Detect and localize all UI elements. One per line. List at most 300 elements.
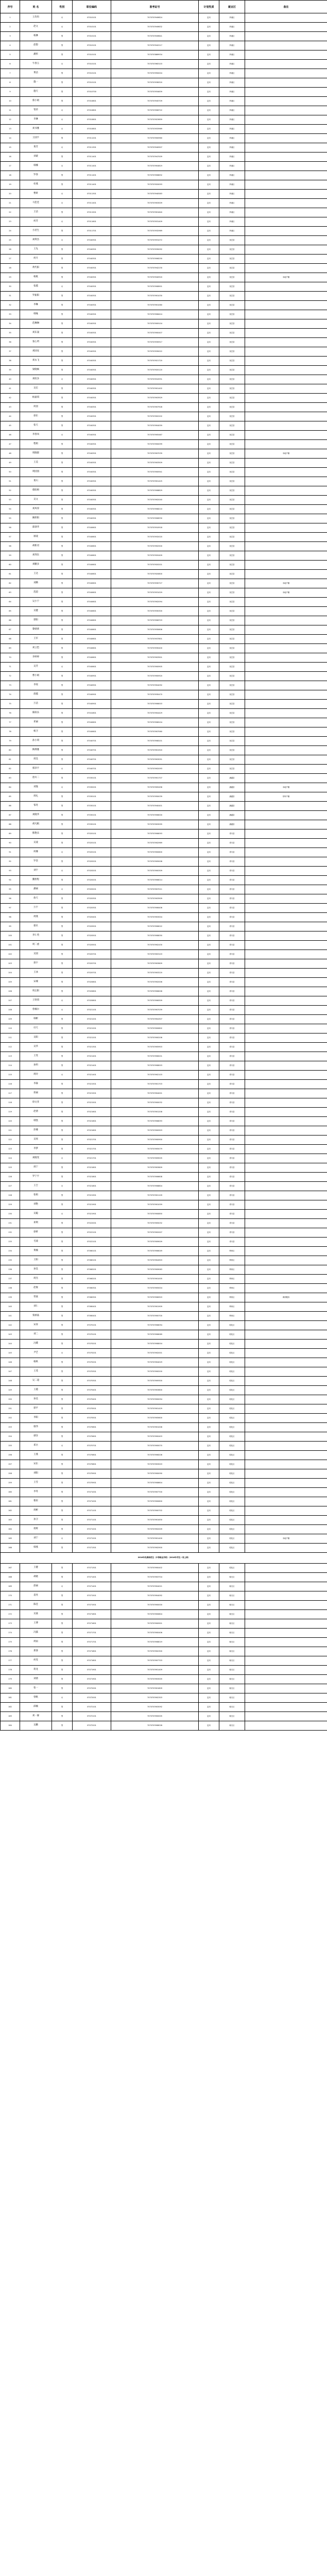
cell-post-code: 07040601 [73, 607, 111, 616]
cell-index: 1 [1, 13, 20, 23]
cell-exam-number: 7070703950004 [111, 69, 199, 78]
cell-index: 83 [1, 774, 20, 783]
cell-name: 韩燕 [20, 1544, 52, 1553]
cell-district: 朝天区 [219, 1656, 245, 1666]
table-row [1, 885, 327, 894]
cell-gender: 男 [52, 1321, 73, 1330]
cell-post-code: 07010700 [73, 88, 111, 97]
cell-district: 祝芷县 [219, 264, 245, 273]
table-row [1, 32, 327, 41]
cell-exam-number: 7070703902093 [111, 765, 199, 774]
cell-note [245, 1582, 327, 1591]
cell-index: 134 [1, 1247, 20, 1256]
cell-post-code: 07011401 [73, 199, 111, 208]
cell-index: 131 [1, 1219, 20, 1228]
cell-note [245, 765, 327, 774]
cell-district: 青川县 [219, 1071, 245, 1080]
cell-gender: 女 [52, 1210, 73, 1219]
table-row [1, 1629, 327, 1638]
cell-plan-type: 定向 [199, 227, 219, 236]
table-row [1, 1367, 327, 1377]
cell-gender: 男 [52, 1015, 73, 1024]
cell-exam-number: 7070703908094 [111, 1321, 199, 1330]
cell-exam-number: 7070703903005 [111, 1675, 199, 1684]
cell-name: 蒋丽 [20, 1089, 52, 1098]
cell-gender: 男 [52, 1117, 73, 1126]
cell-plan-type: 定向 [199, 162, 219, 171]
cell-name: 刘鹏多 [20, 561, 52, 570]
cell-index: 87 [1, 811, 20, 820]
cell-plan-type: 定向 [199, 1573, 219, 1582]
cell-plan-type: 定向 [199, 1145, 219, 1154]
cell-name: 冯碟 [20, 1340, 52, 1349]
table-row [1, 1414, 327, 1423]
cell-note [245, 635, 327, 644]
table-body [1, 13, 327, 1731]
cell-plan-type: 定向 [199, 1033, 219, 1043]
cell-name: 王达 [20, 570, 52, 579]
cell-exam-number: 7070703902500 [111, 542, 199, 551]
cell-gender: 男 [52, 607, 73, 616]
table-row [1, 199, 327, 208]
cell-gender: 男 [52, 922, 73, 931]
cell-index: 157 [1, 1460, 20, 1469]
table-row [1, 97, 327, 106]
cell-note [245, 1024, 327, 1033]
cell-district: 祝芷县 [219, 421, 245, 431]
cell-post-code: 07071701 [73, 1638, 111, 1647]
cell-index: 176 [1, 1647, 20, 1656]
cell-index: 5 [1, 50, 20, 60]
cell-gender: 男 [52, 1451, 73, 1460]
cell-name: 王燕 [20, 1451, 52, 1460]
cell-index: 102 [1, 950, 20, 959]
cell-exam-number: 7070703904092 [111, 681, 199, 690]
cell-district: 青川县 [219, 829, 245, 839]
cell-post-code: 07040601 [73, 644, 111, 653]
table-row [1, 737, 327, 746]
cell-note [245, 1367, 327, 1377]
cell-district: 青川县 [219, 1191, 245, 1200]
cell-district: 祝芷县 [219, 672, 245, 681]
cell-plan-type: 定向 [199, 1191, 219, 1200]
cell-district: 祝芷县 [219, 700, 245, 709]
cell-district: 利州区 [219, 1312, 245, 1321]
cell-plan-type: 定向 [199, 737, 219, 746]
cell-index: 136 [1, 1265, 20, 1275]
cell-note [245, 1173, 327, 1182]
cell-name: 邓丽 [20, 718, 52, 727]
cell-plan-type: 定向 [199, 375, 219, 384]
cell-note [245, 421, 327, 431]
cell-index: 179 [1, 1675, 20, 1684]
cell-index: 101 [1, 941, 20, 950]
cell-post-code: 07020101 [73, 848, 111, 857]
cell-note [245, 199, 327, 208]
cell-index: 171 [1, 1601, 20, 1610]
cell-name: 郭平 [20, 1404, 52, 1414]
cell-exam-number: 7070703905032 [111, 1219, 199, 1228]
cell-note [245, 1619, 327, 1629]
cell-exam-number: 7070703906930 [111, 514, 199, 523]
cell-post-code: 07020801 [73, 978, 111, 987]
cell-note [245, 913, 327, 922]
cell-district: 祝芷县 [219, 301, 245, 310]
cell-plan-type: 定向 [199, 1228, 219, 1238]
cell-district: 祝芷县 [219, 319, 245, 329]
cell-index: 161 [1, 1497, 20, 1506]
cell-name: 吴宏 [20, 384, 52, 394]
cell-district: 祝芷县 [219, 625, 245, 635]
cell-plan-type: 定向 [199, 1006, 219, 1015]
table-row [1, 1423, 327, 1432]
cell-post-code: 07040301 [73, 255, 111, 264]
cell-index: 123 [1, 1145, 20, 1154]
cell-exam-number: 7070703908804 [111, 1182, 199, 1191]
cell-plan-type: 定向 [199, 301, 219, 310]
cell-note [245, 78, 327, 88]
cell-post-code: 07030201 [73, 783, 111, 792]
cell-post-code: 07011701 [73, 227, 111, 236]
cell-post-code: 07070901 [73, 1469, 111, 1479]
cell-index: 15 [1, 143, 20, 152]
cell-index: 38 [1, 357, 20, 366]
cell-post-code: 07010801 [73, 115, 111, 125]
cell-index: 181 [1, 1693, 20, 1703]
cell-name: 吴瑶 [20, 1136, 52, 1145]
cell-note [245, 625, 327, 635]
cell-index: 106 [1, 987, 20, 996]
cell-exam-number: 7070703906608 [111, 1173, 199, 1182]
cell-index: 10 [1, 97, 20, 106]
cell-district: 昭化区 [219, 1423, 245, 1432]
cell-gender: 男 [52, 523, 73, 533]
cell-plan-type: 定向 [199, 1256, 219, 1265]
cell-name: 周园园 [20, 468, 52, 477]
cell-district: 祝芷县 [219, 765, 245, 774]
cell-name: 张娟 [20, 1191, 52, 1200]
table-row [1, 41, 327, 50]
cell-exam-number: 7070703902006 [111, 978, 199, 987]
cell-index: 173 [1, 1619, 20, 1629]
table-row [1, 1534, 327, 1544]
cell-index: 42 [1, 394, 20, 403]
cell-district: 青川县 [219, 1219, 245, 1228]
cell-post-code: 07020701 [73, 969, 111, 978]
cell-post-code: 07071901 [73, 1666, 111, 1675]
cell-gender: 男 [52, 486, 73, 496]
cell-name: 郭泽宇 [20, 765, 52, 774]
cell-exam-number: 7070703933969 [111, 125, 199, 134]
cell-note [245, 1432, 327, 1442]
cell-post-code: 07041601 [73, 709, 111, 718]
cell-plan-type: 定向 [199, 969, 219, 978]
cell-gender: 男 [52, 950, 73, 959]
cell-index: 66 [1, 616, 20, 625]
cell-note [245, 1126, 327, 1136]
cell-gender: 男 [52, 1052, 73, 1061]
cell-district: 祝芷县 [219, 533, 245, 542]
cell-district: 昭化区 [219, 1340, 245, 1349]
cell-gender: 男 [52, 1432, 73, 1442]
cell-district: 芗溪区 [219, 180, 245, 190]
table-row [1, 1330, 327, 1340]
cell-post-code: 07071201 [73, 1534, 111, 1544]
cell-exam-number: 7070703908019 [111, 1638, 199, 1647]
cell-name: 刘绍多 [20, 375, 52, 384]
cell-name: 孙美 [20, 1395, 52, 1404]
cell-post-code: 07040301 [73, 468, 111, 477]
cell-plan-type: 定向 [199, 421, 219, 431]
cell-exam-number: 7070703906003 [111, 700, 199, 709]
cell-district: 祝芷县 [219, 236, 245, 245]
cell-note [245, 1043, 327, 1052]
cell-exam-number: 7070703900403 [111, 1432, 199, 1442]
table-row [1, 681, 327, 690]
cell-post-code: 07040601 [73, 570, 111, 579]
cell-gender: 女 [52, 375, 73, 384]
cell-gender: 男 [52, 718, 73, 727]
cell-district: 祝芷县 [219, 384, 245, 394]
cell-gender: 男 [52, 1460, 73, 1469]
cell-plan-type: 定向 [199, 125, 219, 134]
cell-note: 常库户籍 [245, 792, 327, 802]
cell-plan-type: 定向 [199, 561, 219, 570]
cell-district: 昭化区 [219, 1442, 245, 1451]
cell-index: 27 [1, 255, 20, 264]
cell-note [245, 338, 327, 347]
cell-plan-type: 定向 [199, 1238, 219, 1247]
col-header-district: 就业区 [219, 1, 245, 13]
cell-exam-number: 7070703900802 [111, 1024, 199, 1033]
cell-gender: 男 [52, 468, 73, 477]
cell-gender: 女 [52, 23, 73, 32]
cell-post-code: 07020501 [73, 941, 111, 950]
cell-post-code: 07071801 [73, 1656, 111, 1666]
cell-name: 刘国安 [20, 347, 52, 357]
cell-note [245, 1006, 327, 1015]
cell-exam-number: 7070703903095 [111, 820, 199, 829]
cell-exam-number: 7070703906309 [111, 996, 199, 1006]
cell-gender: 男 [52, 625, 73, 635]
cell-name: 杨秋 [20, 1358, 52, 1367]
cell-gender: 男 [52, 1256, 73, 1265]
cell-post-code: 07040301 [73, 301, 111, 310]
cell-exam-number: 7070703905496 [111, 783, 199, 792]
cell-gender: 男 [52, 1516, 73, 1525]
cell-name: 张丽晶 [20, 1312, 52, 1321]
cell-plan-type: 定向 [199, 783, 219, 792]
cell-gender: 男 [52, 857, 73, 867]
cell-plan-type: 定向 [199, 459, 219, 468]
table-row [1, 357, 327, 366]
cell-gender: 男 [52, 533, 73, 542]
cell-name: 周玲 [20, 1071, 52, 1080]
cell-post-code: 07071401 [73, 1582, 111, 1591]
cell-exam-number: 7070703906049 [111, 1247, 199, 1256]
cell-plan-type: 定向 [199, 644, 219, 653]
cell-gender: 男 [52, 227, 73, 236]
cell-district: 青川县 [219, 978, 245, 987]
cell-note [245, 1238, 327, 1247]
cell-index: 58 [1, 542, 20, 551]
cell-note [245, 1721, 327, 1731]
table-row [1, 523, 327, 533]
cell-note [245, 143, 327, 152]
cell-index: 85 [1, 792, 20, 802]
cell-index: 41 [1, 384, 20, 394]
cell-name: 李瑶 [20, 681, 52, 690]
cell-post-code: 07020401 [73, 913, 111, 922]
cell-index: 174 [1, 1629, 20, 1638]
cell-note [245, 115, 327, 125]
cell-post-code: 07040301 [73, 236, 111, 245]
cell-district: 祝芷县 [219, 347, 245, 357]
cell-plan-type: 定向 [199, 338, 219, 347]
cell-post-code: 07040601 [73, 616, 111, 625]
cell-gender: 男 [52, 1712, 73, 1721]
cell-post-code: 07071101 [73, 1506, 111, 1516]
cell-gender: 女 [52, 885, 73, 894]
cell-gender: 男 [52, 941, 73, 950]
cell-name: 韩缘 [20, 310, 52, 319]
cell-gender: 男 [52, 440, 73, 449]
cell-exam-number: 7070703942217 [111, 41, 199, 50]
cell-exam-number: 7070703904029 [111, 1358, 199, 1367]
cell-gender: 男 [52, 1043, 73, 1052]
table-row [1, 255, 327, 264]
cell-note [245, 1136, 327, 1145]
cell-district: 朝天区 [219, 1582, 245, 1591]
cell-name: 邓兵 [20, 1442, 52, 1451]
cell-district: 青川县 [219, 857, 245, 867]
cell-exam-number: 7070703908028 [111, 1721, 199, 1731]
cell-gender: 男 [52, 904, 73, 913]
cell-note [245, 737, 327, 746]
cell-name: 李冬 [20, 1488, 52, 1497]
cell-index: 64 [1, 598, 20, 607]
cell-exam-number: 7070703901030 [111, 292, 199, 301]
cell-plan-type: 定向 [199, 894, 219, 904]
cell-exam-number: 7070703907060 [111, 727, 199, 737]
cell-index: 16 [1, 152, 20, 162]
cell-name: 郑睿 [20, 1647, 52, 1656]
cell-plan-type: 定向 [199, 996, 219, 1006]
cell-note [245, 1675, 327, 1684]
table-row [1, 551, 327, 561]
cell-index: 147 [1, 1367, 20, 1377]
cell-post-code: 07040301 [73, 514, 111, 523]
cell-post-code: 07040301 [73, 357, 111, 366]
cell-plan-type: 定向 [199, 477, 219, 486]
cell-plan-type: 定向 [199, 802, 219, 811]
cell-post-code: 07021501 [73, 1080, 111, 1089]
cell-index: 54 [1, 505, 20, 514]
cell-plan-type: 定向 [199, 765, 219, 774]
cell-district: 芗溪区 [219, 106, 245, 115]
cell-gender: 男 [52, 551, 73, 561]
cell-exam-number: 7070703900900 [111, 1136, 199, 1145]
cell-exam-number: 7070703900402 [111, 1564, 199, 1573]
cell-plan-type: 定向 [199, 867, 219, 876]
cell-index: 155 [1, 1442, 20, 1451]
cell-index: 120 [1, 1117, 20, 1126]
cell-name: 孙玥 [20, 1061, 52, 1071]
cell-plan-type: 定向 [199, 1089, 219, 1098]
cell-district: 祝芷县 [219, 412, 245, 421]
table-row [1, 1061, 327, 1071]
cell-gender: 男 [52, 88, 73, 97]
cell-plan-type: 定向 [199, 551, 219, 561]
cell-note [245, 1601, 327, 1610]
cell-gender: 女 [52, 1442, 73, 1451]
cell-index: 45 [1, 421, 20, 431]
cell-district: 祝芷县 [219, 551, 245, 561]
cell-gender: 男 [52, 1293, 73, 1302]
cell-index: 99 [1, 922, 20, 931]
cell-note [245, 663, 327, 672]
cell-index: 19 [1, 180, 20, 190]
cell-note [245, 60, 327, 69]
cell-name: 何芳 [20, 217, 52, 227]
table-row [1, 88, 327, 97]
cell-note [245, 384, 327, 394]
cell-note [245, 718, 327, 727]
table-row [1, 60, 327, 69]
cell-index: 79 [1, 737, 20, 746]
table-row [1, 227, 327, 236]
cell-gender: 女 [52, 996, 73, 1006]
cell-name: 吴园 [20, 950, 52, 959]
cell-index: 32 [1, 301, 20, 310]
cell-name: 杨淋 [20, 32, 52, 41]
cell-plan-type: 定向 [199, 1432, 219, 1442]
cell-note [245, 959, 327, 969]
cell-exam-number: 7070703901707 [111, 774, 199, 783]
cell-index: 84 [1, 783, 20, 792]
cell-post-code: 07071701 [73, 1629, 111, 1638]
table-row [1, 533, 327, 542]
cell-exam-number: 7070703908104 [111, 718, 199, 727]
cell-name: 王健 [20, 1564, 52, 1573]
cell-plan-type: 定向 [199, 69, 219, 78]
cell-plan-type: 定向 [199, 1479, 219, 1488]
cell-gender: 男 [52, 273, 73, 282]
cell-exam-number: 7070703907039 [111, 449, 199, 459]
cell-gender: 女 [52, 1534, 73, 1544]
cell-district: 芗溪区 [219, 41, 245, 50]
cell-index: 37 [1, 347, 20, 357]
cell-gender: 男 [52, 1479, 73, 1488]
cell-note [245, 1228, 327, 1238]
cell-exam-number: 7070703920201 [111, 561, 199, 570]
cell-plan-type: 定向 [199, 1340, 219, 1349]
cell-gender: 男 [52, 1601, 73, 1610]
cell-plan-type: 定向 [199, 1312, 219, 1321]
cell-name: 唐越 [20, 690, 52, 700]
cell-note [245, 1033, 327, 1043]
cell-district: 青川县 [219, 941, 245, 950]
cell-exam-number: 7070703900000 [111, 1601, 199, 1610]
cell-index: 60 [1, 561, 20, 570]
cell-index: 172 [1, 1610, 20, 1619]
table-row [1, 1293, 327, 1302]
cell-name: 韩娜 [20, 162, 52, 171]
cell-exam-number: 7070703906206 [111, 1451, 199, 1460]
cell-gender: 男 [52, 931, 73, 941]
cell-note [245, 106, 327, 115]
cell-note [245, 1591, 327, 1601]
